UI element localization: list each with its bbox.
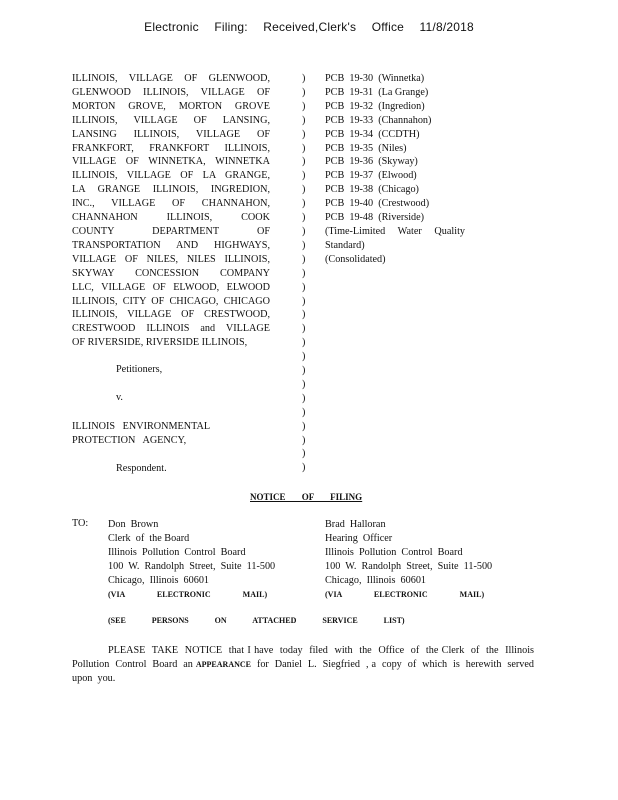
- address-hearing-officer: [325, 518, 492, 601]
- caption-line: LANSING ILLINOIS, VILLAGE OF: [72, 128, 270, 140]
- address-line: Illinois Pollution Control Board: [108, 546, 246, 558]
- appearance-label: APPEARANCE: [195, 659, 251, 669]
- caption-paren: ): [302, 170, 306, 182]
- respondent-line: ILLINOIS ENVIRONMENTAL: [72, 421, 211, 432]
- caption-line: ILLINOIS, VILLAGE OF CRESTWOOD,: [72, 309, 270, 321]
- caption-line: LLC, VILLAGE OF ELWOOD, ELWOOD: [72, 281, 270, 293]
- caption-line: CHANNAHON ILLINOIS, COOK: [72, 212, 270, 224]
- address-line: Chicago, Illinois 60601: [108, 574, 210, 586]
- case-number: PCB 19-48 (Riverside): [325, 212, 425, 224]
- caption-paren: ): [302, 448, 306, 460]
- case-number: PCB 19-34 (CCDTH): [325, 128, 420, 140]
- case-number: PCB 19-40 (Crestwood): [325, 198, 430, 210]
- caption-paren: ): [302, 198, 306, 210]
- caption-line: ILLINOIS, CITY OF CHICAGO, CHICAGO: [72, 295, 270, 307]
- petitioners-label: Petitioners,: [116, 364, 163, 375]
- caption-paren: ): [302, 142, 306, 154]
- caption-paren: ): [302, 420, 306, 432]
- caption-paren: ): [302, 73, 306, 84]
- case-number: PCB 19-35 (Niles): [325, 142, 407, 154]
- respondent-label: Respondent.: [116, 463, 167, 474]
- caption-paren: ): [302, 156, 306, 168]
- caption-line: OF RIVERSIDE, RIVERSIDE ILLINOIS,: [72, 337, 248, 349]
- case-number: PCB 19-37 (Elwood): [325, 170, 417, 182]
- caption-line: ILLINOIS, VILLAGE OF LA GRANGE,: [72, 170, 270, 182]
- caption-paren: ): [302, 337, 306, 349]
- respondent-line: PROTECTION AGENCY,: [72, 434, 187, 446]
- caption-paren: ): [302, 86, 306, 98]
- caption-paren: ): [302, 267, 306, 279]
- body-text-part: PLEASE TAKE NOTICE that I have today filed with the Office of the Clerk of the Illinois Pollution Control Board an: [72, 645, 540, 670]
- caption-paren: ): [302, 281, 306, 293]
- caption-line: VILLAGE OF WINNETKA, WINNETKA: [72, 156, 270, 168]
- caption-line: LA GRANGE ILLINOIS, INGREDION,: [72, 184, 270, 196]
- caption-line: SKYWAY CONCESSION COMPANY: [72, 267, 270, 279]
- electronic-filing-header: Electronic Filing: Received,Clerk's Office 11/8/2018: [144, 20, 474, 34]
- caption-line: VILLAGE OF NILES, NILES ILLINOIS,: [72, 253, 270, 265]
- address-clerk: [108, 518, 275, 601]
- caption-line: CRESTWOOD ILLINOIS and VILLAGE: [72, 323, 270, 335]
- caption-parentheses: [302, 72, 310, 475]
- via-electronic-mail: (VIA ELECTRONIC MAIL): [108, 589, 268, 599]
- consolidated-line: (Consolidated): [325, 253, 386, 265]
- caption-paren: ): [302, 225, 306, 237]
- caption-petitioners-block: [72, 72, 270, 350]
- address-line: Hearing Officer: [325, 532, 393, 544]
- notice-of-filing-title: NOTICE OF FILING: [250, 492, 363, 502]
- address-line: Chicago, Illinois 60601: [325, 574, 427, 586]
- caption-paren: ): [302, 253, 306, 265]
- case-number: PCB 19-30 (Winnetka): [325, 73, 425, 84]
- respondent-name: [72, 420, 210, 448]
- caption-paren: ): [302, 323, 306, 335]
- body-text-part: for Daniel L. Siegfried , a copy of which is herewith served upon you.: [72, 658, 540, 684]
- caption-line: FRANKFORT, FRANKFORT ILLINOIS,: [72, 142, 270, 154]
- caption-paren: ): [302, 309, 306, 321]
- caption-paren: ): [302, 365, 306, 377]
- caption-line: TRANSPORTATION AND HIGHWAYS,: [72, 239, 270, 251]
- case-number: PCB 19-38 (Chicago): [325, 184, 419, 196]
- caption-paren: ): [302, 406, 306, 418]
- caption-line: MORTON GROVE, MORTON GROVE: [72, 100, 270, 112]
- caption-paren: ): [302, 462, 306, 474]
- address-line: Brad Halloran: [325, 519, 386, 530]
- case-number: PCB 19-33 (Channahon): [325, 114, 432, 126]
- caption-paren: ): [302, 114, 306, 126]
- caption-line: GLENWOOD ILLINOIS, VILLAGE OF: [72, 86, 270, 98]
- address-line: Clerk of the Board: [108, 532, 190, 544]
- case-number: PCB 19-36 (Skyway): [325, 156, 418, 168]
- caption-line: COUNTY DEPARTMENT OF: [72, 225, 270, 237]
- address-line: 100 W. Randolph Street, Suite 11-500: [325, 560, 493, 572]
- caption-line: ILLINOIS, VILLAGE OF LANSING,: [72, 114, 270, 126]
- caption-paren: ): [302, 434, 306, 446]
- via-electronic-mail: (VIA ELECTRONIC MAIL): [325, 589, 485, 599]
- caption-paren: ): [302, 378, 306, 390]
- notice-body-paragraph: [72, 644, 540, 686]
- time-limited-line: (Time-Limited Water Quality: [325, 225, 465, 237]
- caption-paren: ): [302, 128, 306, 140]
- caption-paren: ): [302, 295, 306, 307]
- service-list-note: (SEE PERSONS ON ATTACHED SERVICE LIST): [108, 616, 405, 625]
- address-line: Don Brown: [108, 519, 159, 530]
- caption-line: ILLINOIS, VILLAGE OF GLENWOOD,: [72, 73, 270, 84]
- case-number: PCB 19-32 (Ingredion): [325, 100, 425, 112]
- address-line: Illinois Pollution Control Board: [325, 546, 463, 558]
- caption-paren: ): [302, 184, 306, 196]
- to-label: TO:: [72, 518, 89, 529]
- caption-paren: ): [302, 351, 306, 363]
- case-number: PCB 19-31 (La Grange): [325, 86, 429, 98]
- versus-label: v.: [116, 392, 123, 403]
- address-line: 100 W. Randolph Street, Suite 11-500: [108, 560, 276, 572]
- standard-line: Standard): [325, 239, 365, 251]
- caption-line: INC., VILLAGE OF CHANNAHON,: [72, 198, 270, 210]
- case-numbers-block: [325, 72, 465, 267]
- caption-paren: ): [302, 239, 306, 251]
- caption-paren: ): [302, 100, 306, 112]
- caption-paren: ): [302, 212, 306, 224]
- caption-paren: ): [302, 392, 306, 404]
